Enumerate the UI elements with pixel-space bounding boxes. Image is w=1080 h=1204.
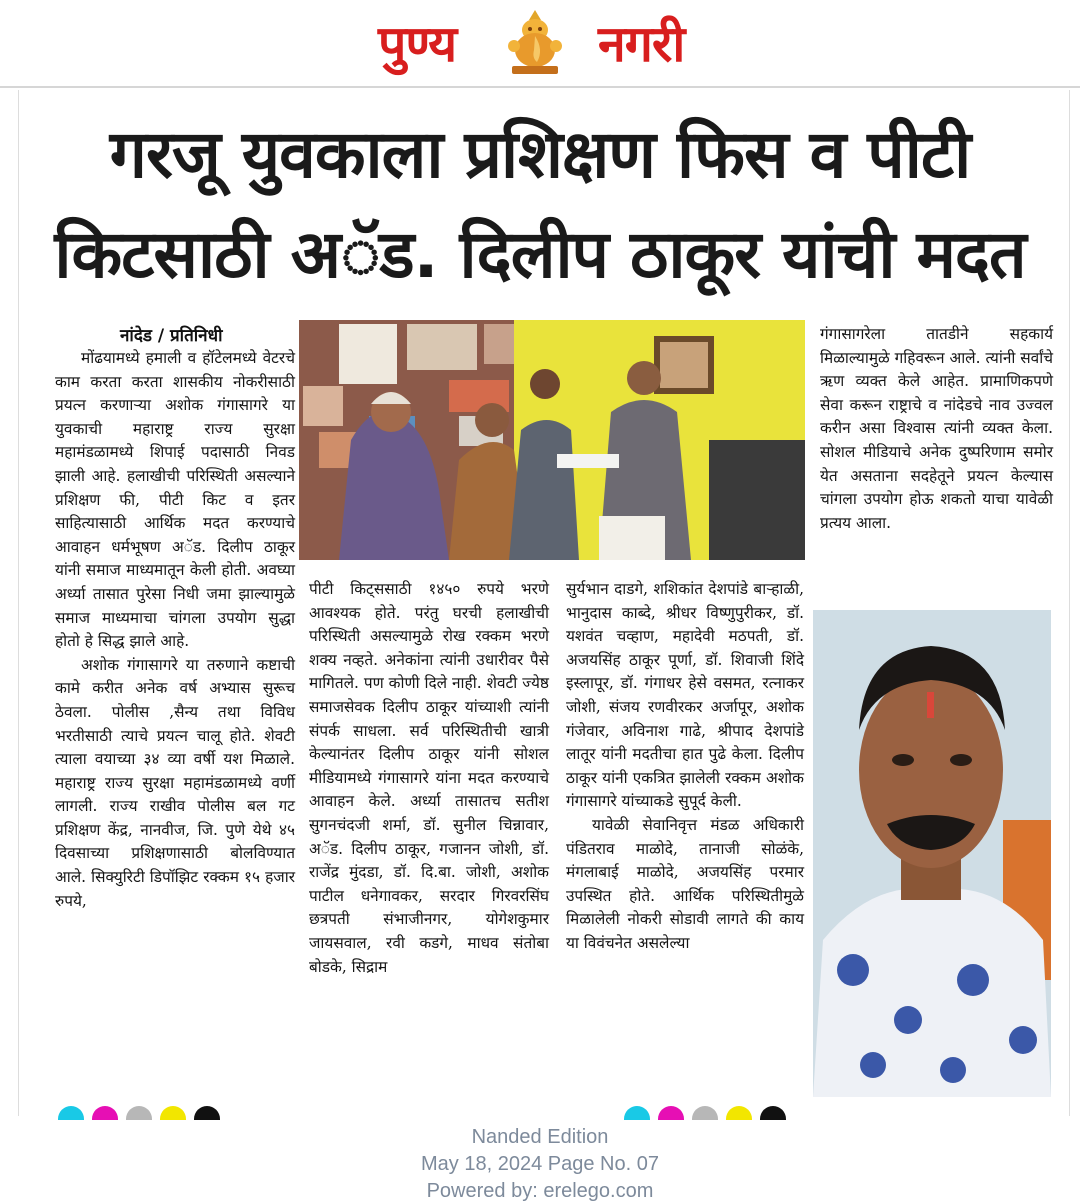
photo-illustration [299,320,805,560]
portrait-illustration [813,610,1051,1097]
footer-date-page: May 18, 2024 Page No. 07 [421,1153,659,1175]
byline: नांदेड / प्रतिनिधी [120,326,223,346]
article-column-4 [820,323,1053,535]
masthead [0,0,1080,84]
footer-edition: Nanded Edition [471,1126,609,1148]
paragraph: पीटी किट्ससाठी १४५० रुपये भरणे आवश्यक होते. परंतु घरची हलाखीची परिस्थिती असल्यामुळे रोख रक्कम भरणे शक्य नव्हते. अनेकांना त्यांनी उधारीवर पैसे मागितले. पण कोणी दिले नाही. शेवटी ज्येष्ठ समाजसेवक दिलीप ठाकूर यांच्याशी त्यांनी संपर्क साधला. सर्व परिस्थितीची खात्री केल्यानंतर दिलीप ठाकूर यांनी सोशल मीडियामध्ये गंगासागरे यांना मदत करण्याचे आवाहन केले. अर्ध्या तासातच सतीश सुगनचंदजी शर्मा, डॉ. सुनील चिन्नावार, अॅड. दिलीप ठाकूर, गजानन जोशी, डॉ. राजेंद्र मुंदडा, डॉ. दि.बा. जोशी, अशोक पाटील धनेगावकर, सरदार गिरवरसिंघ छत्रपती संभाजीनगर, योगेशकुमार जायसवाल, रवी कडगे, माधव संतोबा बोडके, सिद्राम [309,580,549,976]
color-mark [658,1106,684,1120]
color-mark [760,1106,786,1120]
paragraph: गंगासागरेला तातडीने सहकार्य मिळाल्यामुळे गहिवरून आले. त्यांनी सर्वांचे ऋण व्यक्त केले आहेत. प्रामाणिकपणे सेवा करून राष्ट्राचे व नांदेडचे नाव उज्वल करीन असा विश्वास त्यांनी व्यक्त केला. सोशल मीडियाचे अनेक दुष्परिणाम समोर येत असताना सदहेतूने प्रयत्न केल्यास चांगला उपयोग होऊ शकतो याचा यावेळी प्रत्यय आला. [820,325,1053,532]
headline-line-2: किटसाठी अॅड. दिलीप ठाकूर यांची मदत [54,216,1026,293]
article-column-1 [55,347,295,913]
color-mark [92,1106,118,1120]
paragraph: मोंढयामध्ये हमाली व हॉटेलमध्ये वेटरचे काम करता करता शासकीय नोकरीसाठी प्रयत्न करणाऱ्या अशोक गंगासागरे या युवकाची महाराष्ट्र राज्य सुरक्षा महामंडळामध्ये शिपाई पदासाठी निवड झाली आहे. हलाखीची परिस्थिती असल्याने प्रशिक्षण फी, पीटी किट व इतर साहित्यासाठी आर्थिक मदत करण्याचे आवाहन धर्मभूषण अॅड. दिलीप ठाकूर यांनी समाज माध्यमातून केली होती. अवघ्या अर्ध्या तासात पुरेसा निधी जमा झाल्यामुळे समाज माध्यमाचा चांगला उपयोग सुद्धा होतो हे सिद्ध झाले आहे. [55,349,295,651]
headline-line-1: गरजू युवकाला प्रशिक्षण फिस व पीटी [109,116,971,193]
paragraph: यावेळी सेवानिवृत्त मंडळ अधिकारी पंडितराव माळोदे, तानाजी सोळंके, मंगलाबाई माळोदे, अजयसिंह परमार उपस्थित होते. आर्थिक परिस्थितीमुळे मिळालेली नोकरी सोडावी लागते की काय या विवंचनेत असलेल्या [566,815,804,952]
color-mark [126,1106,152,1120]
news-photo-cheque-handover [299,320,805,560]
registration-marks-right [624,1106,786,1120]
registration-marks-left [58,1106,220,1120]
color-mark [194,1106,220,1120]
ganesha-logo-icon [500,6,570,78]
masthead-title-right: नगरी [598,15,685,73]
color-mark [58,1106,84,1120]
color-mark [726,1106,752,1120]
color-mark [160,1106,186,1120]
portrait-photo [813,610,1051,1097]
article-column-3 [566,578,804,956]
masthead-divider [0,86,1080,88]
color-mark [624,1106,650,1120]
color-mark [692,1106,718,1120]
footer-powered-by: Powered by: erelego.com [426,1180,654,1202]
masthead-title-left: पुण्य [378,15,457,73]
paragraph: अशोक गंगासागरे या तरुणाने कष्टाची कामे करीत अनेक वर्ष अभ्यास सुरूच ठेवला. पोलीस ,सैन्य तथा विविध भरतीसाठी त्याचे प्रयत्न चालू होते. शेवटी त्याला वयाच्या ३४ व्या वर्षी यश मिळाले. महाराष्ट्र राज्य सुरक्षा महामंडळामध्ये वर्णी लागली. राज्य राखीव पोलीस बल गट प्रशिक्षण केंद्र, नानवीज, जि. पुणे येथे ४५ दिवसाच्या प्रशिक्षणासाठी बोलविण्यात आले. सिक्युरिटी डिपॉझिट रक्कम १५ हजार रुपये, [55,655,295,910]
paragraph: सुर्यभान दाडगे, शशिकांत देशपांडे बाऱ्हाळी, भानुदास काब्दे, श्रीधर विष्णुपुरीकर, डॉ. यशवंत चव्हाण, महादेवी मठपती, डॉ. अजयसिंह ठाकूर पूर्णा, डॉ. शिवाजी शिंदे इस्लापूर, डॉ. गंगाधर हेसे वसमत, रत्नाकर जोशी, संजय रणवीरकर अर्जापूर, अशोक गंजेवार, अविनाश गाढे, श्रीपाद देशपांडे लातूर यांनी मदतीचा हात पुढे केला. दिलीप ठाकूर यांनी एकत्रित झालेली रक्कम अशोक गंगासागरे यांच्याकडे सुपूर्द केली. [566,580,804,811]
article-column-2 [309,578,549,979]
